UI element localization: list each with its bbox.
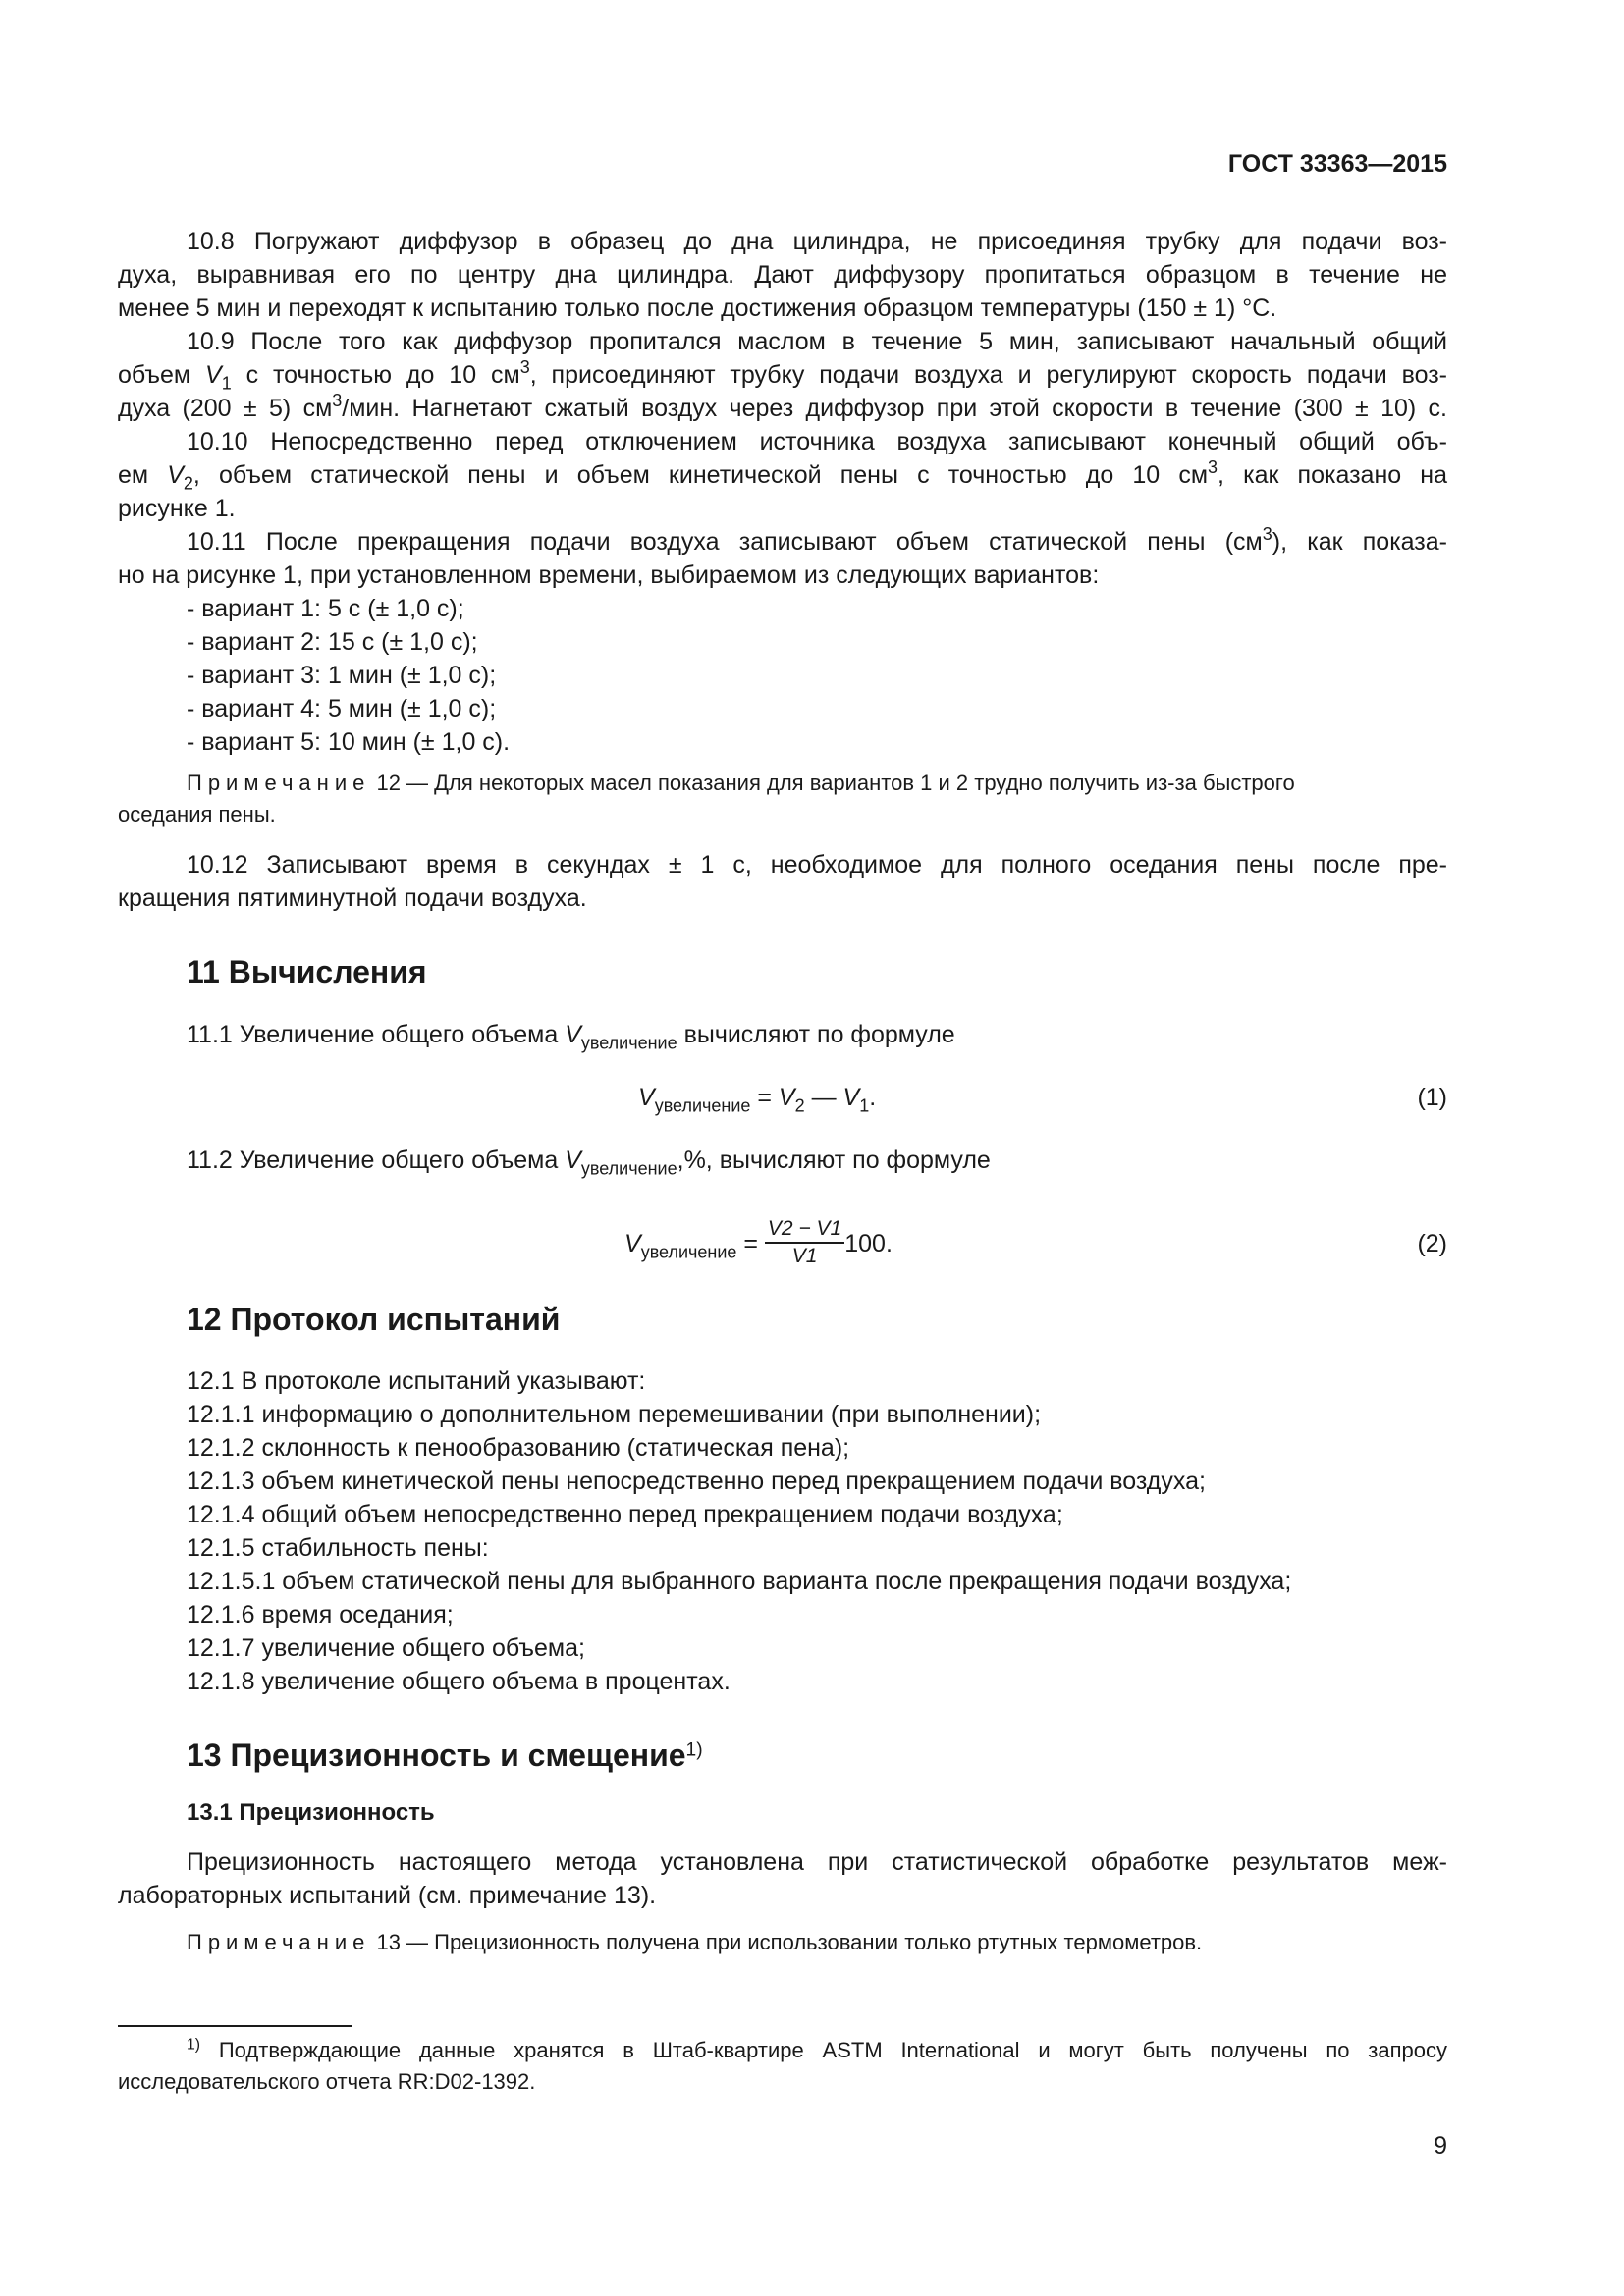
formula-2-number: (2) [1417,1230,1447,1257]
footnote-line-1: $^{1)}$ Подтверждающие данные хранятся в Штаб-квартире ASTM International и могут быть получены по запросу [187,2036,1447,2062]
page-number: 9 [1434,2132,1447,2160]
variable-v2: V [167,461,184,489]
page-header-standard: ГОСТ 33363—2015 [1227,150,1447,178]
paragraph-11-1: 11.1 Увеличение общего объема $V_{увеличение}$ вычисляют по формуле [187,1021,955,1053]
section-13-heading: 13 Прецизионность и смещение$^{1)}$ [187,1737,703,1773]
note-13: Примечание 13 — Прецизионность получена при использовании только ртутных термометров. [187,1930,1203,1954]
list-item: 12.1.1 информацию о дополнительном перемешивании (при выполнении); [187,1401,1042,1428]
paragraph-10-8-line-1: 10.8 Погружают диффузор в образец до дна цилиндра, не присоединяя трубку для подачи воз- [187,228,1447,255]
list-item: 12.1.5 стабильность пены: [187,1534,489,1562]
paragraph-10-10-line-3: рисунке 1. [118,495,236,522]
footnote-rule [118,2025,352,2027]
list-item: 12.1.8 увеличение общего объема в процентах. [187,1668,731,1695]
list-item: - вариант 3: 1 мин (± 1,0 с); [187,662,497,689]
list-item: 12.1.2 склонность к пенообразованию (статическая пена); [187,1434,850,1462]
list-item: - вариант 2: 15 с (± 1,0 с); [187,628,478,656]
list-item: - вариант 1: 5 с (± 1,0 с); [187,595,464,622]
fraction-numerator: V2 − V1 [765,1216,844,1244]
paragraph-10-12-line-1: 10.12 Записывают время в секундах ± 1 с, необходимое для полного оседания пены после пре- [187,851,1447,879]
paragraph-10-12-line-2: кращения пятиминутной подачи воздуха. [118,884,587,912]
formula-1: $V_{увеличение} = V_2$ — $V_1$. [638,1084,877,1116]
list-item: 12.1.3 объем кинетической пены непосредственно перед прекращением подачи воздуха; [187,1468,1206,1495]
list-item: - вариант 5: 10 мин (± 1,0 с). [187,728,511,756]
list-item: 12.1 В протоколе испытаний указывают: [187,1367,646,1395]
fraction-denominator: V1 [791,1245,818,1268]
paragraph-10-9-line-1: 10.9 После того как диффузор пропитался маслом в течение 5 мин, записывают начальный общий [187,328,1447,355]
formula-1-number: (1) [1417,1084,1447,1111]
section-11-heading: 11 Вычисления [187,954,427,989]
variable-v1: V [205,361,222,389]
subsection-13-1-heading: 13.1 Прецизионность [187,1799,435,1826]
paragraph-10-8-line-2: духа, выравнивая его по центру дна цилиндра. Дают диффузору пропитаться образцом в течение не [118,261,1447,289]
paragraph-10-11-line-2: но на рисунке 1, при установленном времени, выбираемом из следующих вариантов: [118,561,1100,589]
paragraph-10-11-line-1: 10.11 После прекращения подачи воздуха записывают объем статической пены $(см^3)$, как показа- [187,524,1447,556]
paragraph-11-2: 11.2 Увеличение общего объема $V_{увеличение},\%$, вычисляют по формуле [187,1147,991,1179]
list-item: 12.1.4 общий объем непосредственно перед прекращением подачи воздуха; [187,1501,1063,1528]
paragraph-10-10-line-2: ем $V_2$, объем статической пены и объем кинетической пены с точностью до 10 $см^3$, как показано на [118,457,1447,494]
section-12-heading: 12 Протокол испытаний [187,1302,561,1337]
fraction [765,1216,844,1269]
paragraph-10-10-line-1: 10.10 Непосредственно перед отключением источника воздуха записывают конечный общий объ- [187,428,1447,455]
footnote-line-2: исследовательского отчета RR:D02-1392. [118,2069,536,2094]
paragraph-10-9-line-2: объем $V_1$ с точностью до 10 $см^3$, присоединяют трубку подачи воздуха и регулируют скорость подачи воз- [118,357,1447,394]
list-item: - вариант 4: 5 мин (± 1,0 с); [187,695,497,722]
paragraph-13-1-line-1: Прецизионность настоящего метода установлена при статистической обработке результатов меж- [187,1848,1447,1876]
paragraph-13-1-line-2: лабораторных испытаний (см. примечание 13). [118,1882,657,1909]
list-item: 12.1.7 увеличение общего объема; [187,1634,585,1662]
paragraph-10-9-line-3: духа (200 ± 5) $см^3$/мин. Нагнетают сжатый воздух через диффузор при этой скорости в течение (300 ± 10) с. [118,391,1447,422]
note-12-line-1: Примечание 12 — Для некоторых масел показания для вариантов 1 и 2 трудно получить из-за быстрого [187,771,1295,795]
footnote-marker: 1) [685,1739,703,1761]
note-12-line-2: оседания пены. [118,802,276,827]
paragraph-10-8-line-3: менее 5 мин и переходят к испытанию только после достижения образцом температуры (150 ± 1) °С. [118,294,1277,322]
formula-2: $V_{увеличение}$ = $\frac{V2 - V1}{V1}$ 100. [624,1217,893,1268]
list-item: 12.1.5.1 объем статической пены для выбранного варианта после прекращения подачи воздуха; [187,1568,1292,1595]
list-item: 12.1.6 время оседания; [187,1601,454,1629]
